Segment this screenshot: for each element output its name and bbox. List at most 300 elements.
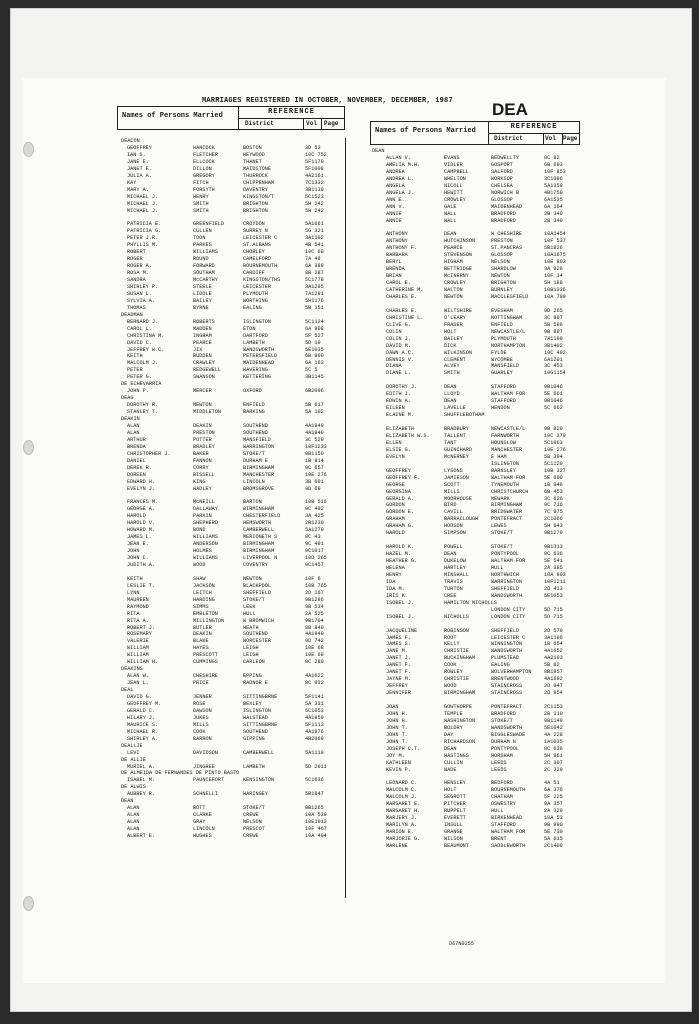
spouse-surname: BUTLER [193, 624, 212, 631]
district: ETON [243, 325, 256, 332]
district: STOKE/T [491, 717, 513, 724]
spouse-surname: KING [193, 478, 206, 485]
district: STAFFORD [491, 384, 516, 391]
surname-heading: DE ALWIS [121, 784, 146, 791]
given-name: JEFFREY [386, 683, 408, 690]
given-name: HAROLD V. [127, 520, 156, 527]
vol-page: 9B1150 [305, 450, 324, 457]
district: BIRMINGHAM [243, 541, 275, 548]
vol-page: 3C1096 [544, 175, 563, 182]
vol-header: Vol [306, 120, 317, 127]
vol-page: 4A1692 [544, 676, 563, 683]
spouse-surname: HARDING [193, 596, 215, 603]
given-name: GERALD A. [386, 495, 415, 502]
spouse-surname: O'LEARY [444, 314, 466, 321]
vol-page: 9C 657 [305, 464, 324, 471]
vol-page: 10A 539 [305, 812, 327, 819]
reference-header: REFERENCE [510, 123, 558, 131]
spouse-surname: SOUTHAM [193, 270, 215, 277]
given-name: ELIZABETH [386, 426, 415, 432]
vol-page: 5C 5 [305, 367, 318, 374]
given-name: PETER G. [127, 374, 152, 381]
vol-page: 5A 102 [305, 409, 324, 416]
district: HARINGEY [243, 791, 268, 798]
vol-page: 3A1106 [544, 634, 563, 641]
vol-page: 5H 242 [305, 207, 324, 214]
vol-page: 5B 617 [305, 402, 324, 409]
given-name: MICHAEL J. [127, 200, 159, 207]
spouse-surname: FORWARD [193, 263, 215, 270]
spouse-surname: BOTT [193, 805, 206, 812]
vol-page: 5A 331 [305, 700, 324, 707]
district: HEMSWORTH [243, 520, 272, 527]
district: HULL [491, 565, 504, 571]
vol-page: 5H 961 [544, 752, 563, 759]
given-name: JAYNE M. [386, 676, 411, 683]
vol-page: 10C 68 [305, 249, 324, 256]
vol-page: 10B 765 [305, 582, 327, 589]
spouse-surname: CHRISTIE [444, 648, 469, 655]
spouse-surname: HOLT [444, 328, 457, 335]
given-name: ALAN [127, 429, 140, 436]
given-name: LESLIE T. [127, 582, 156, 589]
district: WANDSWORTH [243, 346, 275, 353]
spouse-surname: WILSON [444, 836, 463, 843]
district: SHARDLOW [491, 266, 516, 273]
spouse-surname: HENRY [193, 193, 209, 200]
given-name: ALAN [127, 805, 140, 812]
district: HENDON [491, 405, 510, 412]
district: THANET [243, 158, 262, 165]
given-name: JAMES L. [127, 534, 152, 541]
district: GLOSSOP [491, 196, 513, 203]
spouse-surname: PEARCE [444, 245, 463, 252]
district: BIRMINGHAM [243, 464, 275, 471]
district: WALTHAM FOR [491, 391, 526, 398]
vol-page: 3A1102 [305, 235, 324, 242]
district: WALTHAM FOR [491, 474, 526, 481]
given-name: ELIZABETH W.S. [386, 432, 430, 439]
district: MAIDENHEAD [491, 203, 523, 210]
spouse-surname: WILTSHIRE [444, 307, 473, 314]
vol-page: 5F 225 [544, 794, 563, 801]
vol-page: 2D 947 [544, 683, 563, 690]
vol-page: 9B 897 [544, 328, 563, 335]
given-name: EDWIN A. [386, 398, 411, 405]
given-name: GERALD C. [127, 707, 156, 714]
spouse-surname: DEAN [444, 231, 457, 238]
vol-page: 9B1046 [544, 384, 563, 391]
district: OSWESTRY [491, 801, 516, 808]
vol-page: 5A1661 [305, 221, 324, 228]
district: EALING [243, 304, 262, 311]
spouse-surname: WALTON [444, 287, 463, 293]
given-name: DIANE L. [386, 370, 411, 377]
spouse-surname: HARTLEY [444, 565, 466, 571]
vol-page: 2B 110 [544, 710, 563, 717]
given-name: CLIVE G. [386, 321, 411, 328]
given-name: ANGELA J. [386, 189, 415, 196]
given-name: ISABEL M. [127, 777, 156, 784]
district: LEICESTER [243, 283, 272, 290]
spouse-surname: COOK [193, 728, 206, 735]
district: DURHAM E [243, 457, 268, 464]
vol-page: 10F1233 [305, 443, 327, 450]
vol-page: 5C1636 [305, 777, 324, 784]
vol-page: 3A 926 [544, 266, 563, 273]
spouse-surname: WALL [444, 217, 457, 224]
vol-page: 5D 715 [544, 606, 563, 613]
district: SOUTHEND [243, 728, 268, 735]
given-name: CHRISTINE L. [386, 314, 424, 321]
vol-page: 4A1622 [305, 673, 324, 680]
given-name: JOHN H. [386, 710, 408, 717]
district: BOSTON [243, 144, 262, 151]
vol-page: 5G 321 [305, 228, 324, 235]
vol-page: 5H 188 [544, 280, 563, 287]
vol-page: 7A1281 [305, 290, 324, 297]
spouse-surname: BOND [193, 527, 206, 534]
vol-page: 5C1063 [544, 439, 563, 446]
district: BEXLEY [243, 700, 262, 707]
district: CHATHAM [491, 794, 513, 801]
given-name: HEATHER G. [386, 558, 418, 565]
district: FARNWORTH [491, 432, 520, 439]
punch-hole [23, 142, 34, 157]
spouse-surname: DEAN [444, 398, 457, 405]
spouse-surname: HENSLEY [444, 780, 466, 787]
district: WYCOMBE [491, 356, 513, 363]
given-name: GEORGE A. [127, 506, 156, 513]
given-name: WILLIAM [127, 645, 149, 652]
spouse-surname: MINSHALL [444, 571, 469, 578]
right-column-header [370, 121, 580, 145]
district: SOUTHEND [243, 422, 268, 429]
spouse-surname: DEAN [444, 384, 457, 391]
given-name: FRANCES M. [127, 499, 159, 506]
vol-page: 7A1199 [544, 335, 563, 342]
spouse-surname: ROBERTS [193, 318, 215, 325]
spouse-surname: GREGORY [193, 172, 215, 179]
vol-page: 10C 752 [305, 151, 327, 158]
spouse-surname: JINGREE [193, 763, 215, 770]
vol-page: 5F1008 [305, 165, 324, 172]
spouse-surname: GALE [444, 203, 457, 210]
vol-page: 10D 265 [305, 555, 327, 561]
district: CROYDON [243, 221, 265, 228]
punch-hole [23, 440, 34, 455]
vol-page: 10E 803 [544, 259, 566, 266]
district: LINCOLN [243, 478, 265, 485]
district: WOLVERHAMPTON [491, 669, 532, 676]
given-name: MARJORIE G. [386, 836, 421, 843]
vol-page: 5E 730 [544, 829, 563, 836]
spouse-surname: BIRD [444, 502, 457, 509]
given-name: ANDREA L. [386, 175, 415, 182]
vol-page: 9D 69 [305, 485, 321, 492]
spouse-surname: TANT [444, 439, 457, 446]
district: LEEDS [491, 759, 507, 766]
district: NEWTON [491, 273, 510, 280]
given-name: CHARLES E. [386, 293, 418, 300]
spouse-surname: CORRY [193, 464, 209, 471]
district: NEWCASTLE/L [491, 426, 526, 432]
spouse-surname: KELLY [444, 641, 460, 648]
spouse-surname: MERCER [193, 388, 212, 395]
spouse-surname: LYSONS [444, 467, 463, 474]
spouse-surname: POTTER [193, 436, 212, 443]
vol-page: 10C 492 [544, 349, 566, 356]
vol-page: 3C 807 [544, 314, 563, 321]
vol-page: 6B 693 [544, 161, 563, 168]
given-name: DAWN A.C. [386, 349, 415, 356]
given-name: GRAHAM G. [386, 523, 415, 530]
district: ST.ALBANS [243, 242, 272, 249]
spouse-surname: STEVENSON [444, 252, 473, 259]
spouse-surname: HOLMES [193, 548, 212, 555]
district: WANDSWORTH [491, 648, 523, 655]
vol-page: 9B1313 [544, 544, 563, 551]
district: LAMBETH [243, 339, 265, 346]
spouse-surname: ROSE [193, 700, 206, 707]
spouse-surname: GRAY [193, 819, 206, 826]
district: WANDSWORTH [491, 724, 523, 731]
given-name: MARGARET H. [386, 808, 421, 815]
given-name: EDWARD H. [127, 478, 156, 485]
given-name: DANIEL [127, 457, 146, 464]
spouse-surname: MILLS [444, 488, 460, 495]
vol-page: 3B1145 [305, 374, 324, 381]
given-name: AUBREY R. [127, 791, 156, 798]
names-header: Names of Persons Married [122, 112, 223, 120]
spouse-surname: POWELL [444, 544, 463, 551]
vol-page: 5H 643 [544, 523, 563, 530]
district: STAFFORD [491, 398, 516, 405]
given-name: ANNIE [386, 210, 402, 217]
district: NORWICH B [491, 189, 520, 196]
spouse-surname: SCHNELLI [193, 791, 218, 798]
vol-page: 9B 820 [544, 426, 563, 432]
spouse-surname: LAVELLE [444, 405, 466, 412]
spouse-surname: LINCOLN [193, 826, 215, 833]
given-name: PETER J.R. [127, 235, 159, 242]
district: DAVENTRY [243, 186, 268, 193]
spouse-surname: RICHARDSON [444, 738, 476, 745]
district: DARTFORD [243, 332, 268, 339]
spouse-surname: WILLIAMS [193, 249, 218, 256]
spouse-surname: MOORHOUSE [444, 495, 473, 502]
spouse-surname: HANCOCK [193, 144, 215, 151]
district: WINNINGTON [491, 641, 523, 648]
vol-page: 5C1053 [305, 707, 324, 714]
vol-page: 10A 799 [544, 293, 566, 300]
district: PLUMSTEAD [491, 655, 520, 662]
surname-heading: DEALLIE [121, 742, 143, 749]
given-name: RITA [127, 610, 140, 617]
spouse-surname: TURTON [444, 585, 463, 592]
given-name: IDA M. [386, 585, 405, 592]
vol-page: 2D 413 [544, 585, 563, 592]
spouse-surname: BOLDRY [444, 724, 463, 731]
given-name: KEITH [127, 575, 143, 582]
district: NELSON [491, 259, 510, 266]
district: ISLINGTON [491, 460, 520, 467]
given-name: WILLIAM [127, 652, 149, 659]
district: BRADFORD [491, 210, 516, 217]
district: MANCHESTER [243, 471, 275, 478]
spouse-surname: PRESCOTT [193, 652, 218, 659]
given-name: HAROLD [127, 513, 146, 520]
given-name: JEFFREY W.C. [127, 346, 165, 353]
given-name: LEVI [127, 749, 140, 756]
given-name: JANE M. [386, 648, 408, 655]
given-name: ALLAN V. [386, 154, 411, 161]
district: WALTHAM FOR [491, 829, 526, 836]
district: NEWARK [491, 495, 510, 502]
district: GUARLEY [491, 370, 513, 377]
given-name: BRENDA [127, 443, 146, 450]
spouse-surname: CROWLEY [444, 280, 466, 287]
spouse-surname: GREENFIELD [193, 221, 225, 228]
given-name: ROGER A. [127, 263, 152, 270]
given-name: EILEEN [386, 405, 405, 412]
spouse-surname: WHELTON [444, 175, 466, 182]
spouse-surname: BUCKINGHAM [444, 655, 476, 662]
vol-page: 6B 453 [544, 488, 563, 495]
spouse-surname: BRADLEY [193, 443, 215, 450]
spouse-surname: HEWITT [444, 189, 463, 196]
spouse-surname: BETTRIDGE [444, 266, 473, 273]
spouse-surname: LIDDLE [193, 290, 212, 297]
given-name: MALCOLM J. [386, 794, 418, 801]
district: CHESTERFIELD [243, 513, 281, 520]
district: PONTYPOOL [491, 745, 520, 752]
vol-page: 5C1124 [305, 318, 324, 325]
punch-hole [23, 896, 34, 911]
district: BIRMINGHAM [491, 502, 523, 509]
given-name: JOHN T. [386, 738, 408, 745]
vol-page: 5C1778 [305, 277, 324, 283]
given-name: MARY A. [127, 186, 149, 193]
district: MAIDSTONE [243, 165, 272, 172]
vol-page: 5E1035 [305, 346, 324, 353]
given-name: MARION E. [386, 829, 415, 836]
given-name: MICHAEL J. [127, 207, 159, 214]
spouse-surname: WADE [444, 766, 457, 773]
spouse-surname: CROWLEY [444, 196, 466, 203]
district: LEEDS [491, 766, 507, 773]
district: KINGSTON/T [243, 193, 275, 200]
district: BIRMINGHAM [243, 548, 275, 555]
vol-header: Vol [545, 135, 556, 142]
given-name: ISOBEL J. [386, 613, 415, 620]
left-column-header [117, 106, 345, 130]
vol-page: 4A 228 [544, 731, 563, 738]
district: BOURNEMOUTH [491, 787, 526, 794]
vol-page: 5D 10 [305, 339, 321, 346]
district: MANSFIELD [243, 436, 272, 443]
vol-page: 10F 6 [305, 575, 321, 582]
given-name: GEOFFREY M. [127, 700, 162, 707]
district: ENFIELD [491, 321, 513, 328]
vol-page: 3A 425 [305, 513, 324, 520]
district: ENFIELD [243, 402, 265, 409]
district: PONTEFRACT [491, 516, 523, 523]
vol-page: 10B 516 [305, 499, 327, 506]
vol-page: 10F 467 [305, 826, 327, 833]
spouse-surname: CREE [444, 592, 457, 599]
spouse-surname: SMITH [444, 370, 460, 377]
district: COVENTRY [243, 561, 268, 568]
given-name: JOSEPH C.T. [386, 745, 421, 752]
spouse-surname: DUKELOW [444, 558, 466, 565]
spouse-surname: COOK [444, 662, 457, 669]
vol-page: 4B2069 [305, 735, 324, 742]
district: BARKING [243, 409, 265, 416]
district: SITTINGBRNE [243, 694, 278, 700]
district: BRIGHTON [243, 200, 268, 207]
vol-page: 10E 68 [305, 652, 324, 659]
vol-page: 5F1179 [305, 158, 324, 165]
surname-heading: DEADMAN [121, 311, 143, 318]
given-name: DOROTHY R. [127, 402, 159, 409]
vol-page: 5D 715 [544, 613, 563, 620]
given-name: ROBERT J. [127, 624, 156, 631]
vol-page: 10G1154 [544, 370, 566, 377]
given-name: JOAN [386, 704, 399, 710]
vol-page: 9C1017 [305, 548, 324, 555]
district: PONTEFRACT [491, 704, 523, 710]
given-name: PETER [127, 367, 143, 374]
vol-page: 5B 394 [544, 453, 563, 460]
given-name: MURIEL A. [127, 763, 156, 770]
vol-page: 5B 151 [305, 304, 324, 311]
vol-page: 6A 376 [544, 787, 563, 794]
given-name: ARTHUR [127, 436, 146, 443]
vol-page: 5A1359 [544, 182, 563, 189]
given-name: ELSIE G. [386, 446, 411, 453]
spouse-surname: RUPPELT [444, 808, 466, 815]
spouse-surname: FRASER [444, 321, 463, 328]
vol-page: 2B 340 [544, 210, 563, 217]
given-name: JACQUELINE [386, 627, 418, 634]
vol-page: 2A 525 [305, 610, 324, 617]
district: LEICESTER C [243, 235, 278, 242]
spouse-surname: WILLIAMS [193, 555, 218, 561]
vol-page: 3B1402 [544, 342, 563, 349]
spouse-surname: WASHINGTON [444, 717, 476, 724]
district: CREWE [243, 833, 259, 839]
spouse-surname: JACKSON [193, 582, 215, 589]
spouse-surname: FITCH [193, 179, 209, 186]
district: ST.PANCRAS [491, 245, 523, 252]
vol-page: 6B 900 [305, 353, 324, 360]
spouse-surname: HOLT [444, 787, 457, 794]
spouse-surname: INSULL [444, 822, 463, 829]
district: KETTERING [243, 374, 272, 381]
microfiche-frame [10, 8, 692, 1012]
vol-page: 10A 494 [305, 833, 327, 839]
district: HULL [243, 610, 256, 617]
given-name: JANET E. [127, 165, 152, 172]
district: LONDON CITY [491, 613, 526, 620]
spouse-surname: SEGROTT [444, 794, 466, 801]
given-name: AMELIA M.H. [386, 161, 421, 168]
vol-page: 9C 491 [305, 541, 324, 548]
district: ISLINGTON [243, 707, 272, 714]
spouse-surname: CLEMENT [444, 356, 466, 363]
district: CARLEON [243, 659, 265, 666]
